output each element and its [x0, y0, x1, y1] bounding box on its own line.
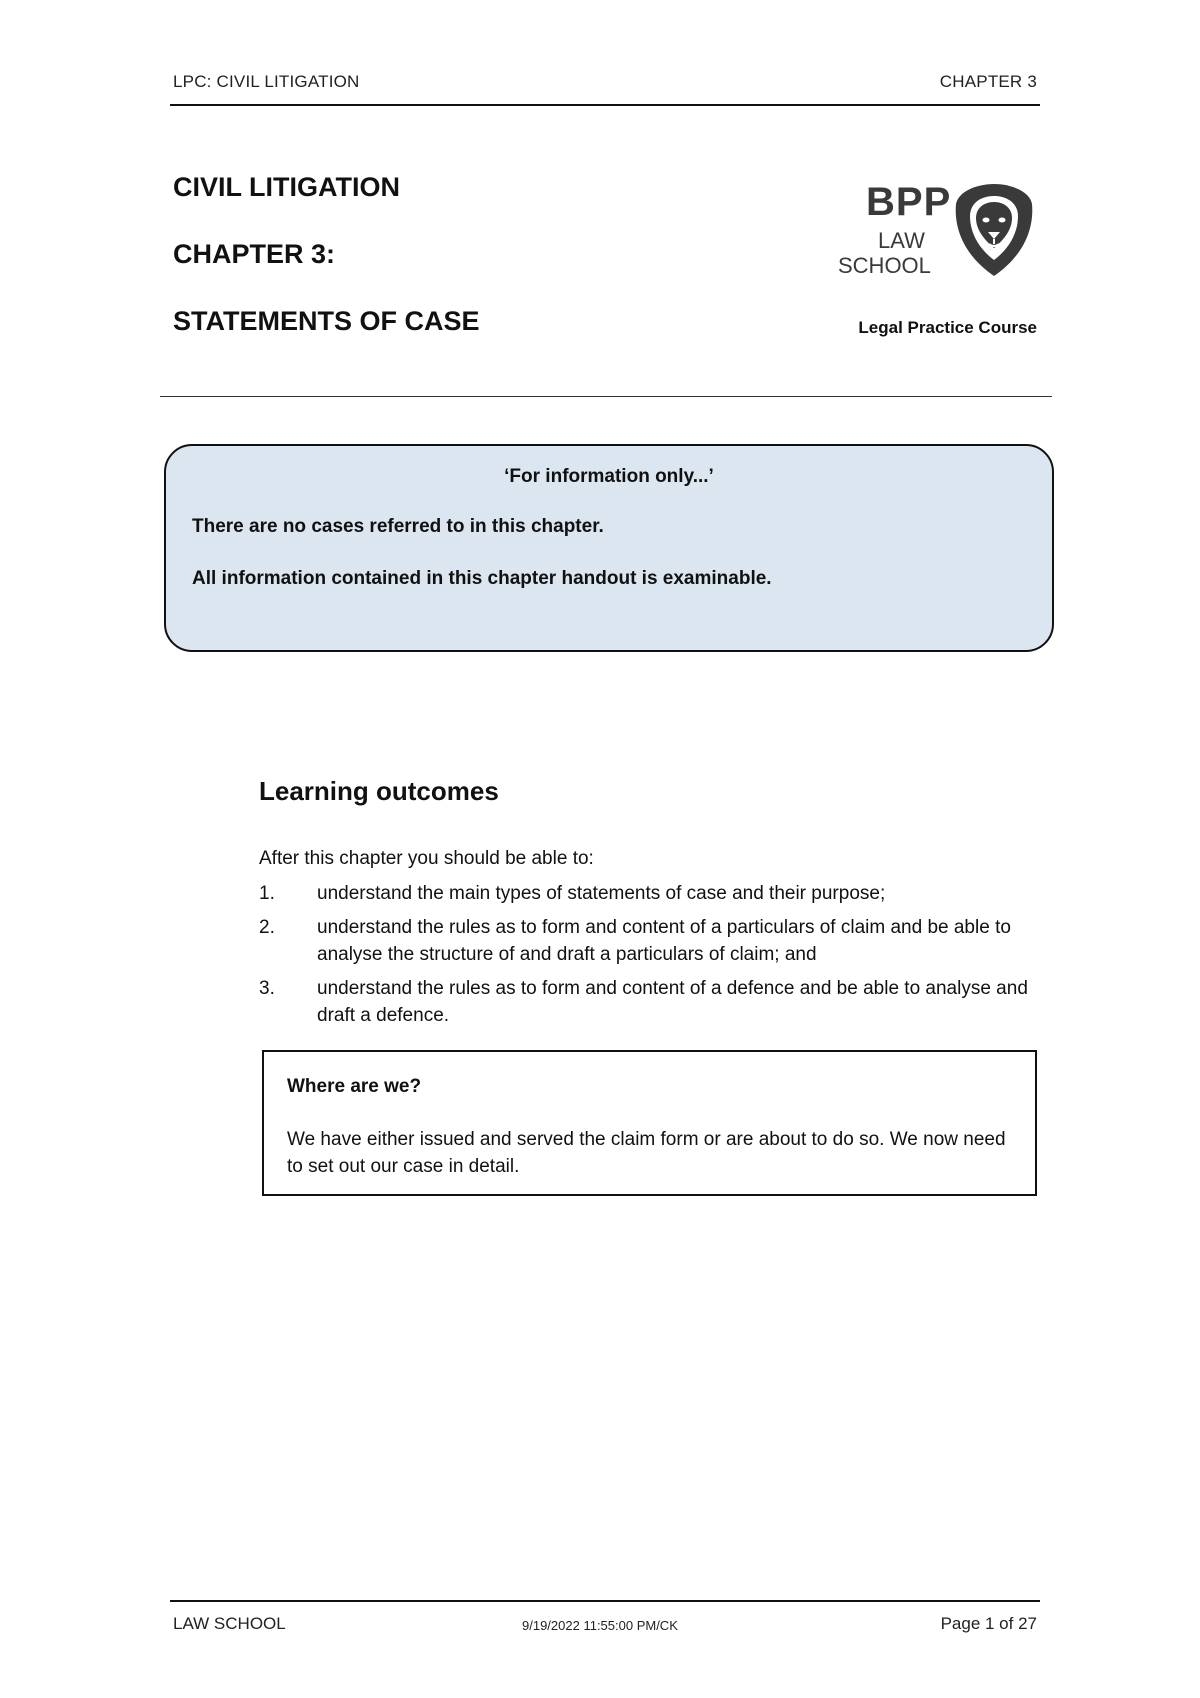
info-box-line: All information contained in this chapter handout is examinable.	[192, 568, 772, 589]
where-are-we-box	[262, 1050, 1037, 1196]
running-header-right: CHAPTER 3	[939, 72, 1037, 91]
list-item-number: 3.	[259, 978, 275, 999]
list-item-text: understand the rules as to form and content of a particulars of claim and be able to analyse the structure of and draft a particulars of claim; and	[317, 917, 1011, 965]
footer-left: LAW SCHOOL	[173, 1614, 286, 1633]
learning-outcomes-intro: After this chapter you should be able to:	[259, 848, 594, 869]
where-are-we-title: Where are we?	[287, 1076, 422, 1097]
list-item	[259, 880, 1039, 907]
info-box-line: There are no cases referred to in this chapter.	[192, 516, 604, 537]
learning-outcomes-heading: Learning outcomes	[259, 776, 499, 806]
running-header-left: LPC: CIVIL LITIGATION	[173, 72, 360, 91]
list-item-number: 1.	[259, 883, 275, 904]
list-item	[259, 975, 1039, 1029]
list-item	[259, 914, 1039, 968]
page-number: Page 1 of 27	[940, 1614, 1037, 1633]
list-item-text: understand the main types of statements of case and their purpose;	[317, 883, 886, 904]
list-item-number: 2.	[259, 917, 275, 938]
bpp-law-school-logo	[834, 180, 1034, 285]
title-divider	[160, 396, 1052, 397]
where-are-we-text: We have either issued and served the claim form or are about to do so. We now need to set out our case in detail.	[287, 1129, 1006, 1177]
footer-divider	[170, 1600, 1040, 1602]
learning-outcomes-list	[259, 880, 1039, 1036]
info-box-title: ‘For information only...’	[504, 466, 714, 487]
list-item-text: understand the rules as to form and content of a defence and be able to analyse and draft a defence.	[317, 978, 1028, 1026]
footer-timestamp: 9/19/2022 11:55:00 PM/CK	[522, 1618, 678, 1633]
logo-law-text: LAW	[878, 228, 925, 253]
chapter-title: STATEMENTS OF CASE	[173, 306, 480, 336]
lion-shield-icon	[954, 182, 1034, 278]
information-box	[164, 444, 1054, 652]
logo-brand-text: BPP	[866, 180, 952, 224]
chapter-number: CHAPTER 3:	[173, 239, 336, 269]
logo-school-text: SCHOOL	[838, 253, 931, 278]
document-title: CIVIL LITIGATION	[173, 172, 400, 202]
course-label: Legal Practice Course	[858, 318, 1037, 337]
header-divider	[170, 104, 1040, 106]
